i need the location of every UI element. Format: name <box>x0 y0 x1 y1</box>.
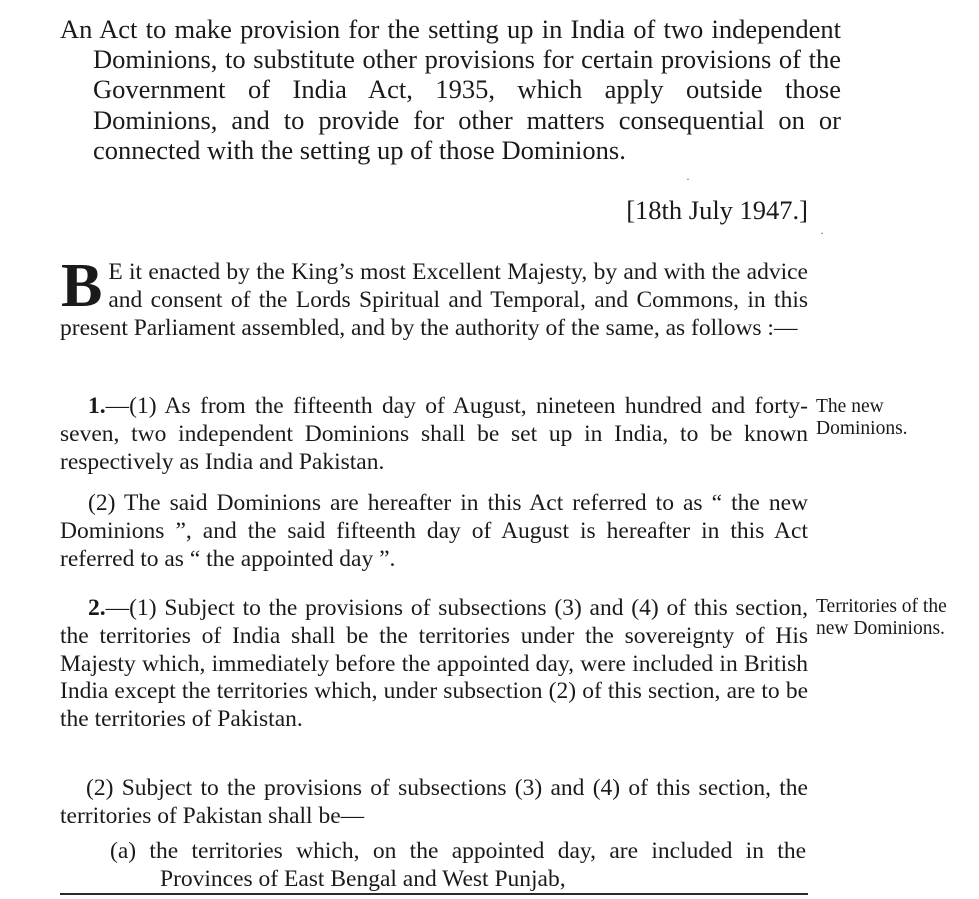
section-text: —(1) As from the fifteenth day of August, nineteen hundred and forty-seven, two independent Dominions shall be set up in India, to be known respectively as India and Pakistan. <box>60 393 808 475</box>
scan-speck: · <box>686 172 690 186</box>
section-1-subsection-1 <box>60 393 808 476</box>
long-title: An Act to make provision for the setting up in India of two independent Dominions, to substitute other provisions for certain provisions of the Government of India Act, 1935, which apply outside those Dominions, and to provide for other matters consequential on or connected with the setting up of those Dominions. <box>60 14 841 165</box>
section-text: —(1) Subject to the provisions of subsections (3) and (4) of this section, the territories of India shall be the territories under the sovereignty of His Majesty which, immediately before the appointed day, were included in British India except the territories which, under subsection (2) of this section, are to be the territories of Pakistan. <box>60 595 808 733</box>
scan-speck: · <box>820 226 824 240</box>
section-2-subsection-2: (2) Subject to the provisions of subsections (3) and (4) of this section, the territories of Pakistan shall be— <box>60 775 808 829</box>
drop-cap: B <box>61 252 103 320</box>
margin-note-section-2: Territories of the new Dominions. <box>816 596 947 639</box>
section-number: 1. <box>88 393 106 419</box>
enacting-formula <box>60 252 808 342</box>
section-2-subsection-1 <box>60 595 808 734</box>
page-cut-line <box>60 893 808 895</box>
section-number: 2. <box>88 595 106 621</box>
assent-date: [18th July 1947.] <box>626 195 808 225</box>
margin-note-section-1: The new Dominions. <box>816 396 908 439</box>
section-2-item-a: (a) the territories which, on the appointed day, are included in the Provinces of East Bengal and West Punjab, <box>110 838 806 892</box>
section-1-subsection-2: (2) The said Dominions are hereafter in this Act referred to as “ the new Dominions ”, and the said fifteenth day of August is hereafter in this Act referred to as “ the appointed day ”. <box>60 490 808 572</box>
enacting-text: E it enacted by the King’s most Excellent Majesty, by and with the advice and consent of the Lords Spiritual and Temporal, and Commons, in this present Parliament assembled, and by the authority of the same, as follows :— <box>60 259 808 341</box>
